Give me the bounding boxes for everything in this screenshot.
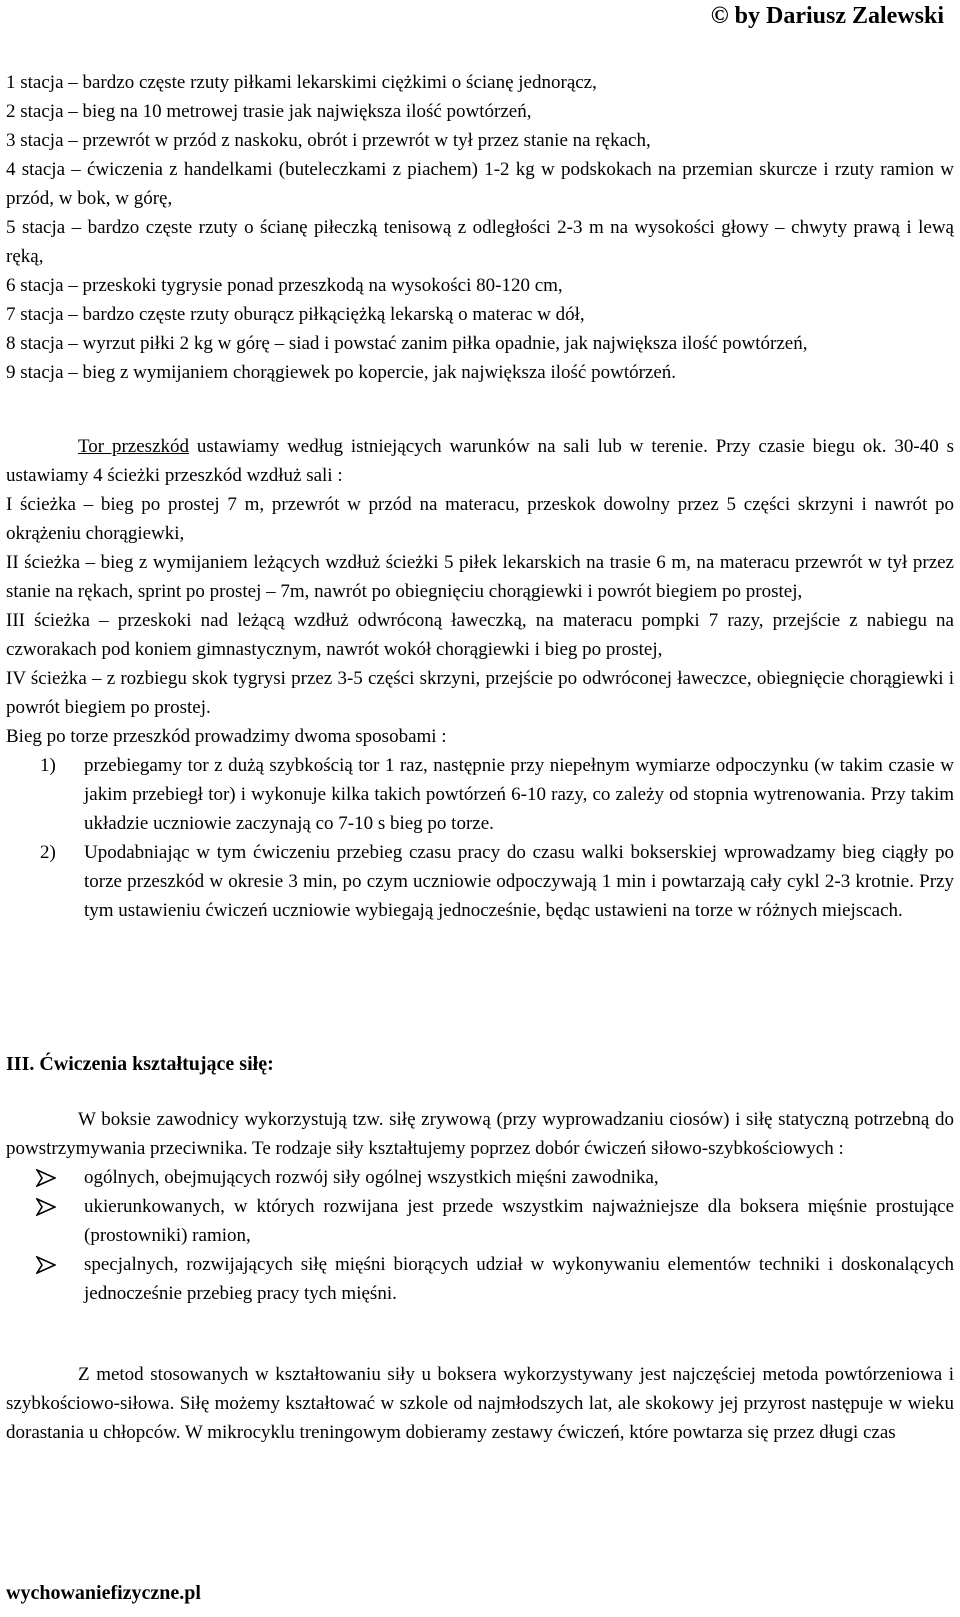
station-item: 7 stacja – bardzo częste rzuty oburącz piłkąciężką lekarską o materac w dół, [6,304,585,325]
method-number: 1) [40,755,56,776]
obstacle-track-section [6,432,954,925]
station-item: 2 stacja – bieg na 10 metrowej trasie jak największa ilość powtórzeń, [6,101,532,122]
section-heading: III. Ćwiczenia kształtujące siłę: [6,1053,274,1075]
document-page [6,0,956,1617]
bullet-text: ukierunkowanych, w których rozwijana jest przede wszystkim najważniejsze dla boksera mięśnie prostujące (prostowniki) ramion, [84,1196,954,1246]
copyright-header: © by Dariusz Zalewski [710,3,944,29]
track-intro [6,432,954,490]
closing-paragraph: Z metod stosowanych w kształtowaniu siły u boksera wykorzystywany jest najczęściej metoda powtórzeniowa i szybkościowo-siłowa. Siłę możemy kształtować w szkole od najmłodszych lat, ale skokowy jej przyrost następuje w wieku dorastania u chłopców. W mikrocyklu treningowym dobieramy zestawy ćwiczeń, które powtarza się przez długi czas [6,1364,954,1443]
station-item: 5 stacja – bardzo częste rzuty o ścianę piłeczką tenisową z odległości 2-3 m na wysokości głowy – chwyty prawą i lewą ręką, [6,217,954,267]
method-text: przebiegamy tor z dużą szybkością tor 1 raz, następnie przy niepełnym wymiarze odpoczynku (w takim czasie w jakim przebiegł tor) i wykonuje kilka takich powtórzeń 6-10 razy, co zależy od stopnia wytrenowania. Przy takim układzie uczniowie zaczynają co 7-10 s bieg po torze. [84,755,954,834]
methods-list [6,751,954,925]
strength-bullets [6,1163,954,1308]
station-item: 4 stacja – ćwiczenia z handelkami (buteleczkami z piachem) 1-2 kg w podskokach na przemian skurcze i rzuty ramion w przód, w bok, w górę, [6,159,954,209]
station-item: 8 stacja – wyrzut piłki 2 kg w górę – siad i powstać zanim piłka opadnie, jak największa ilość powtórzeń, [6,333,808,354]
strength-intro: W boksie zawodnicy wykorzystują tzw. siłę zrywową (przy wyprowadzaniu ciosów) i siłę statyczną potrzebną do powstrzymywania przeciwnika. Te rodzaje siły kształtujemy poprzez dobór ćwiczeń siłowo-szybkościowych : [6,1109,954,1159]
method-item [6,751,954,838]
arrow-bullet-icon [36,1169,56,1187]
bullet-item [6,1163,954,1192]
track-title: Tor przeszkód [78,436,190,457]
track-path: IV ścieżka – z rozbiegu skok tygrysi przez 3-5 części skrzyni, przejście po odwróconej ławeczce, obiegnięcie chorągiewki i powrót biegiem po prostej. [6,668,954,718]
arrow-bullet-icon [36,1198,56,1216]
station-item: 9 stacja – bieg z wymijaniem chorągiewek po kopercie, jak największa ilość powtórzeń. [6,362,677,383]
strength-section [6,1105,954,1308]
bullet-item [6,1192,954,1250]
station-item: 6 stacja – przeskoki tygrysie ponad przeszkodą na wysokości 80-120 cm, [6,275,563,296]
track-path: I ścieżka – bieg po prostej 7 m, przewrót w przód na materacu, przeskok dowolny przez 5 części skrzyni i nawrót po okrążeniu chorągiewki, [6,494,954,544]
strength-methods-paragraph [6,1360,954,1447]
bullet-item [6,1250,954,1308]
stations-list [6,68,954,387]
strength-section-heading-block [6,1050,954,1079]
track-intro-text: ustawiamy według istniejących warunków na sali lub w terenie. Przy czasie biegu ok. 30-40 s ustawiamy 4 ścieżki przeszkód wzdłuż sali : [6,436,954,486]
method-number: 2) [40,842,56,863]
arrow-bullet-icon [36,1256,56,1274]
bullet-text: specjalnych, rozwijających siłę mięśni biorących udział w wykonywaniu elementów techniki i doskonalących jednocześnie przebieg pracy tych mięśni. [84,1254,954,1304]
station-item: 1 stacja – bardzo częste rzuty piłkami lekarskimi ciężkimi o ścianę jednorącz, [6,72,597,93]
track-path: II ścieżka – bieg z wymijaniem leżących wzdłuż ścieżki 5 piłek lekarskich na trasie 6 m, na materacu przewrót w tył przez stanie na rękach, sprint po prostej – 7m, nawrót po obiegnięciu chorągiewki i powrót biegiem po prostej, [6,552,954,602]
method-text: Upodabniając w tym ćwiczeniu przebieg czasu pracy do czasu walki bokserskiej wprowadzamy bieg ciągły po torze przeszkód w okresie 3 min, po czym uczniowie odpoczywają 1 min i powtarzają cały cykl 2-3 krotnie. Przy tym ustawieniu ćwiczeń uczniowie wybiegają jednocześnie, będąc ustawieni na torze w różnych miejscach. [84,842,954,921]
methods-intro: Bieg po torze przeszkód prowadzimy dwoma sposobami : [6,726,447,747]
method-item [6,838,954,925]
footer-site: wychowaniefizyczne.pl [6,1582,201,1604]
track-path: III ścieżka – przeskoki nad leżącą wzdłuż odwróconą ławeczką, na materacu pompki 7 razy, przejście z nabiegu na czworakach pod koniem gimnastycznym, nawrót wokół chorągiewki i bieg po prostej, [6,610,954,660]
bullet-text: ogólnych, obejmujących rozwój siły ogólnej wszystkich mięśni zawodnika, [84,1167,659,1188]
station-item: 3 stacja – przewrót w przód z naskoku, obrót i przewrót w tył przez stanie na rękach, [6,130,651,151]
